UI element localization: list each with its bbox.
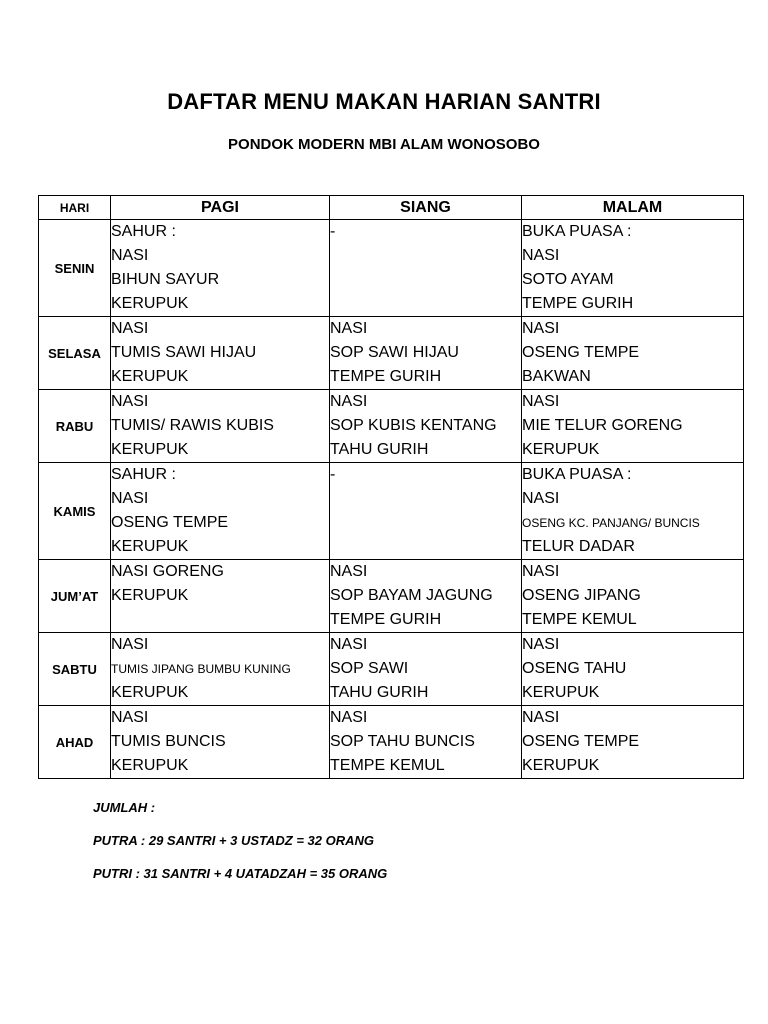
- malam-cell: [522, 317, 744, 390]
- menu-item: BUKA PUASA :: [522, 466, 632, 483]
- menu-item: KERUPUK: [111, 587, 189, 604]
- malam-cell: [522, 390, 744, 463]
- document-title: DAFTAR MENU MAKAN HARIAN SANTRI: [167, 89, 601, 114]
- menu-item: OSENG JIPANG: [522, 587, 641, 604]
- menu-item: OSENG TEMPE: [522, 344, 640, 361]
- day-cell: KAMIS: [39, 463, 111, 560]
- menu-item: BUKA PUASA :: [522, 223, 632, 240]
- menu-item: TEMPE GURIH: [330, 368, 442, 385]
- pagi-cell: [111, 317, 330, 390]
- table-row: [39, 390, 744, 463]
- menu-table-body: [39, 220, 744, 779]
- header-pagi: PAGI: [111, 196, 330, 220]
- siang-cell: [330, 633, 522, 706]
- pagi-cell: [111, 633, 330, 706]
- note-jumlah: JUMLAH :: [93, 800, 156, 815]
- siang-cell: [330, 390, 522, 463]
- menu-item: NASI: [330, 563, 368, 580]
- day-cell: SENIN: [39, 220, 111, 317]
- menu-item: NASI: [522, 563, 560, 580]
- menu-item: SOP KUBIS KENTANG: [330, 417, 497, 434]
- day-cell: SELASA: [39, 317, 111, 390]
- menu-item: KERUPUK: [111, 441, 189, 458]
- table-row: [39, 463, 744, 560]
- menu-item: -: [330, 466, 336, 483]
- menu-item: KERUPUK: [111, 757, 189, 774]
- menu-item: KERUPUK: [111, 684, 189, 701]
- malam-cell: [522, 220, 744, 317]
- malam-cell: [522, 706, 744, 779]
- table-row: [39, 317, 744, 390]
- pagi-cell: [111, 390, 330, 463]
- menu-item: SOP SAWI: [330, 660, 409, 677]
- header-malam: MALAM: [522, 196, 744, 220]
- menu-item: TUMIS SAWI HIJAU: [111, 344, 257, 361]
- siang-cell: [330, 220, 522, 317]
- menu-item: MIE TELUR GORENG: [522, 417, 683, 434]
- menu-item: NASI: [330, 320, 368, 337]
- menu-item: NASI: [522, 247, 560, 264]
- menu-item: KERUPUK: [111, 538, 189, 555]
- menu-item: SOP BAYAM JAGUNG: [330, 587, 493, 604]
- table-header-row: [39, 196, 744, 220]
- table-row: [39, 220, 744, 317]
- note-putra: PUTRA : 29 SANTRI + 3 USTADZ = 32 ORANG: [93, 833, 374, 848]
- siang-cell: [330, 317, 522, 390]
- menu-item: KERUPUK: [522, 441, 600, 458]
- menu-item: NASI: [111, 393, 149, 410]
- menu-item: NASI: [330, 709, 368, 726]
- notes-block: [93, 798, 387, 897]
- menu-item: OSENG TEMPE: [111, 514, 229, 531]
- menu-item: -: [330, 223, 336, 240]
- menu-item: NASI: [522, 320, 560, 337]
- menu-item: NASI: [522, 490, 560, 507]
- malam-cell: [522, 463, 744, 560]
- malam-cell: [522, 633, 744, 706]
- menu-item: OSENG TAHU: [522, 660, 627, 677]
- pagi-cell: [111, 463, 330, 560]
- siang-cell: [330, 560, 522, 633]
- header-siang: SIANG: [330, 196, 522, 220]
- menu-item: KERUPUK: [111, 368, 189, 385]
- menu-item: TEMPE KEMUL: [522, 611, 637, 628]
- menu-item: SOTO AYAM: [522, 271, 614, 288]
- menu-item: NASI GORENG: [111, 563, 224, 580]
- menu-item: TUMIS JIPANG BUMBU KUNING: [111, 662, 291, 676]
- table-row: [39, 560, 744, 633]
- document-subtitle: PONDOK MODERN MBI ALAM WONOSOBO: [228, 136, 540, 153]
- menu-item: KERUPUK: [522, 684, 600, 701]
- day-cell: SABTU: [39, 633, 111, 706]
- siang-cell: [330, 463, 522, 560]
- menu-item: TEMPE GURIH: [330, 611, 442, 628]
- menu-item: TELUR DADAR: [522, 538, 635, 555]
- table-row: [39, 633, 744, 706]
- menu-item: TUMIS/ RAWIS KUBIS: [111, 417, 274, 434]
- header-hari: HARI: [39, 196, 111, 220]
- menu-item: SOP TAHU BUNCIS: [330, 733, 475, 750]
- menu-item: OSENG KC. PANJANG/ BUNCIS: [522, 516, 700, 530]
- malam-cell: [522, 560, 744, 633]
- note-putri: PUTRI : 31 SANTRI + 4 UATADZAH = 35 ORANG: [93, 866, 388, 881]
- menu-item: TUMIS BUNCIS: [111, 733, 226, 750]
- siang-cell: [330, 706, 522, 779]
- menu-item: NASI: [111, 490, 149, 507]
- menu-item: NASI: [330, 393, 368, 410]
- menu-item: NASI: [111, 320, 149, 337]
- menu-item: TAHU GURIH: [330, 684, 429, 701]
- menu-item: SAHUR :: [111, 466, 176, 483]
- menu-item: BAKWAN: [522, 368, 591, 385]
- menu-item: NASI: [111, 636, 149, 653]
- menu-item: NASI: [522, 636, 560, 653]
- pagi-cell: [111, 706, 330, 779]
- menu-item: KERUPUK: [111, 295, 189, 312]
- menu-item: KERUPUK: [522, 757, 600, 774]
- menu-item: NASI: [111, 247, 149, 264]
- day-cell: RABU: [39, 390, 111, 463]
- day-cell: JUM’AT: [39, 560, 111, 633]
- menu-item: NASI: [522, 709, 560, 726]
- menu-table: [38, 195, 744, 779]
- menu-item: NASI: [522, 393, 560, 410]
- menu-item: TEMPE KEMUL: [330, 757, 445, 774]
- table-row: [39, 706, 744, 779]
- menu-item: NASI: [111, 709, 149, 726]
- pagi-cell: [111, 560, 330, 633]
- menu-item: TEMPE GURIH: [522, 295, 634, 312]
- menu-item: NASI: [330, 636, 368, 653]
- menu-item: BIHUN SAYUR: [111, 271, 220, 288]
- menu-item: OSENG TEMPE: [522, 733, 640, 750]
- menu-item: SAHUR :: [111, 223, 176, 240]
- menu-item: SOP SAWI HIJAU: [330, 344, 459, 361]
- pagi-cell: [111, 220, 330, 317]
- day-cell: AHAD: [39, 706, 111, 779]
- menu-item: TAHU GURIH: [330, 441, 429, 458]
